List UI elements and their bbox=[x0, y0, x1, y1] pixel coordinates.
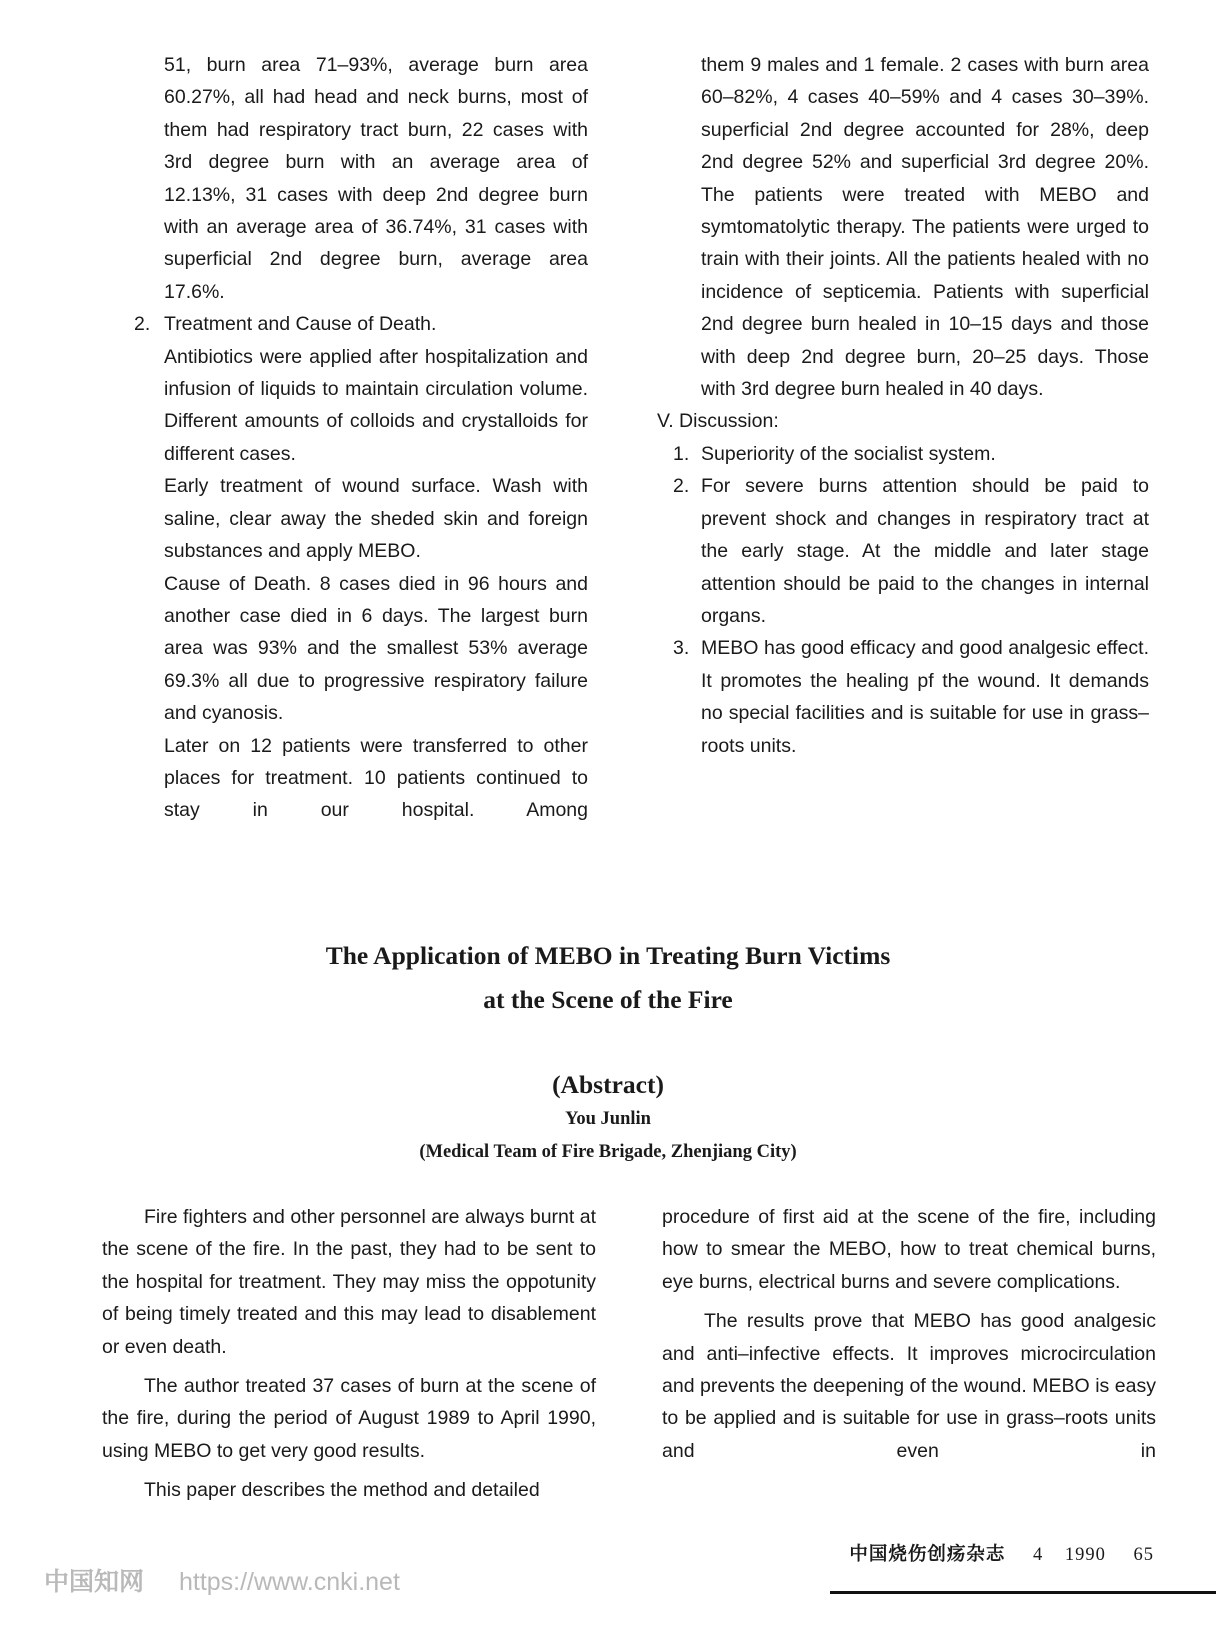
list-text: MEBO has good efficacy and good analgesic effect. It promotes the healing pf the wound. It demands no special facilities and is suitable for use in grass–roots units. bbox=[701, 637, 1149, 757]
footer-rule bbox=[830, 1591, 1216, 1594]
author-affiliation: (Medical Team of Fire Brigade, Zhenjiang City) bbox=[419, 1142, 797, 1162]
author-name: You Junlin bbox=[565, 1109, 651, 1129]
paragraph: Later on 12 patients were transferred to other places for treatment. 10 patients continued to stay in our hospital. Among bbox=[164, 734, 588, 822]
list-text: Superiority of the socialist system. bbox=[701, 442, 996, 465]
paragraph: 51, burn area 71–93%, average burn area 60.27%, all had head and neck burns, most of them had respiratory tract burn, 22 cases with 3rd degree burn with an average area of 12.13%, 31 cases with deep 2nd degree burn with an average area of 36.74%, 31 cases with superficial 2nd degree burn, average area 17.6%. bbox=[164, 54, 588, 303]
list-item bbox=[673, 470, 1149, 632]
list-heading: Treatment and Cause of Death. bbox=[164, 313, 437, 336]
list-text: For severe burns attention should be paid to prevent shock and changes in respiratory tract at the early stage. At the middle and later stage attention should be paid to the changes in internal organs. bbox=[701, 475, 1149, 627]
list-item bbox=[673, 438, 1149, 470]
watermark-brand: 中国知网 bbox=[44, 1568, 145, 1596]
issue-year: 1990 bbox=[1064, 1545, 1106, 1565]
article-title-line-1: The Application of MEBO in Treating Burn Victims bbox=[325, 941, 891, 970]
discussion-list bbox=[657, 438, 1149, 762]
abstract-heading: (Abstract) bbox=[552, 1070, 664, 1099]
paragraph: procedure of first aid at the scene of the fire, including how to smear the MEBO, how to treat chemical burns, eye burns, electrical burns and severe complications. bbox=[662, 1206, 1156, 1293]
paragraph: Fire fighters and other personnel are always burnt at the scene of the fire. In the past, they had to be sent to the hospital for treatment. They may miss the oppotunity of being timely treated and this may lead to disablement or even death. bbox=[102, 1206, 596, 1358]
page-number: 65 bbox=[1133, 1545, 1154, 1565]
watermark-url: https://www.cnki.net bbox=[178, 1568, 400, 1596]
article-title-line-2: at the Scene of the Fire bbox=[483, 985, 733, 1014]
bottom-left-column bbox=[102, 1201, 596, 1507]
list-number: 2. bbox=[673, 475, 690, 498]
list-number: 2. bbox=[134, 313, 151, 336]
paragraph: them 9 males and 1 female. 2 cases with burn area 60–82%, 4 cases 40–59% and 4 cases 30–39%. superficial 2nd degree accounted for 28%, deep 2nd degree 52% and superficial 3rd degree 20%. The patients were treated with MEBO and symtomatolytic therapy. The patients were urged to train with their joints. All the patients healed with no incidence of septicemia. Patients with superficial 2nd degree burn healed in 10–15 days and those with deep 2nd degree burn, 20–25 days. Those with 3rd degree burn healed in 40 days. bbox=[701, 54, 1149, 401]
list-number: 3. bbox=[673, 637, 690, 660]
journal-name: 中国烧伤创疡杂志 bbox=[849, 1545, 1006, 1565]
issue-number: 4 bbox=[1033, 1545, 1044, 1565]
top-right-column bbox=[657, 49, 1149, 762]
paragraph: Antibiotics were applied after hospitalization and infusion of liquids to maintain circulation volume. Different amounts of colloids and crystalloids for different cases. bbox=[164, 345, 588, 465]
paragraph: Early treatment of wound surface. Wash with saline, clear away the sheded skin and foreign substances and apply MEBO. bbox=[164, 475, 588, 563]
section-heading: V. Discussion: bbox=[657, 410, 779, 433]
paragraph: This paper describes the method and detailed bbox=[144, 1479, 540, 1502]
paragraph: The author treated 37 cases of burn at the scene of the fire, during the period of August 1989 to April 1990, using MEBO to get very good results. bbox=[102, 1375, 596, 1462]
list-item bbox=[134, 308, 588, 340]
watermark bbox=[44, 1562, 400, 1598]
list-item bbox=[673, 632, 1149, 762]
bottom-right-column bbox=[662, 1201, 1156, 1467]
top-left-column bbox=[134, 49, 588, 827]
list-number: 1. bbox=[673, 442, 690, 465]
paragraph: The results prove that MEBO has good analgesic and anti–infective effects. It improves microcirculation and prevents the deepening of the wound. MEBO is easy to be applied and is suitable for use in grass–roots units and even in bbox=[662, 1310, 1156, 1462]
page-footer bbox=[849, 1540, 1154, 1566]
paragraph: Cause of Death. 8 cases died in 96 hours and another case died in 6 days. The largest burn area was 93% and the smallest 53% average 69.3% all due to progressive respiratory failure and cyanosis. bbox=[164, 572, 588, 725]
